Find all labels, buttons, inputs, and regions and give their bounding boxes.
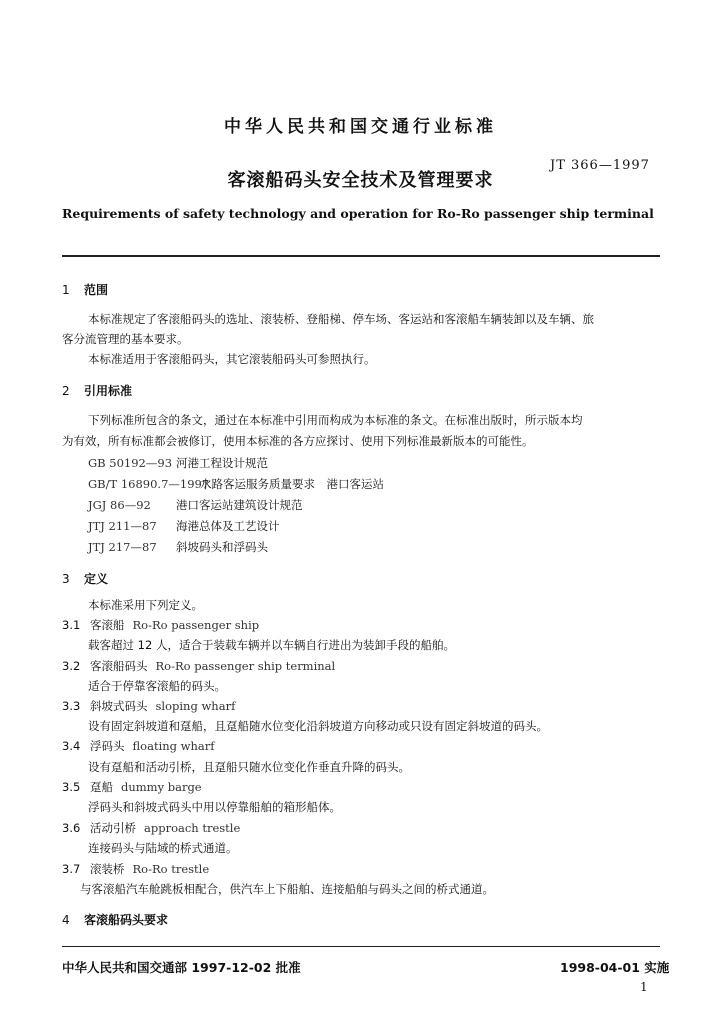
definition-number: 3.1	[62, 618, 81, 632]
section-title: 引用标准	[84, 384, 133, 398]
reference-item	[88, 518, 280, 534]
definition-term-english: floating wharf	[132, 739, 215, 753]
definition-body: 适合于停靠客滚船的码头。	[88, 679, 226, 693]
definition-body: 与客滚船汽车舱跳板相配合，供汽车上下船舶、连接船舶与码头之间的桥式通道。	[80, 882, 494, 896]
reference-item	[88, 539, 268, 555]
definition-heading	[62, 779, 202, 795]
section-number: 2	[62, 384, 70, 398]
definition-term-english: sloping wharf	[155, 699, 236, 713]
reference-code: JTJ 217—87	[88, 540, 157, 554]
section-title: 范围	[84, 283, 109, 297]
definition-term-english: Ro-Ro trestle	[132, 862, 210, 876]
definition-number: 3.3	[62, 699, 81, 713]
reference-name: 河港工程设计规范	[176, 456, 268, 470]
reference-item	[88, 455, 268, 471]
reference-code: GB/T 16890.7—1997	[88, 477, 210, 491]
definition-term: 斜坡式码头	[90, 699, 148, 713]
definition-body: 设有趸船和活动引桥，且趸船只随水位变化作垂直升降的码头。	[88, 760, 410, 774]
reference-item	[88, 476, 384, 492]
definition-heading	[62, 861, 209, 877]
reference-name: 水路客运服务质量要求 港口客运站	[200, 477, 384, 491]
issuing-organization: 中华人民共和国交通行业标准	[224, 117, 497, 137]
reference-code: JTJ 211—87	[88, 519, 157, 533]
document-title-english: Requirements of safety technology and operation for Ro-Ro passenger ship terminal	[62, 206, 654, 221]
definition-heading	[62, 658, 335, 674]
reference-name: 港口客运站建筑设计规范	[176, 498, 303, 512]
definition-number: 3.7	[62, 862, 81, 876]
section-heading	[62, 281, 108, 298]
section-number: 3	[62, 572, 70, 586]
header-divider	[62, 255, 660, 257]
definition-term-english: dummy barge	[121, 780, 202, 794]
paragraph-line: 下列标准所包含的条文，通过在本标准中引用而构成为本标准的条文。在标准出版时，所示版本均	[88, 413, 583, 427]
reference-name: 海港总体及工艺设计	[176, 519, 280, 533]
definition-body: 浮码头和斜坡式码头中用以停靠船舶的箱形船体。	[88, 800, 341, 814]
paragraph-line: 本标准适用于客滚船码头，其它滚装船码头可参照执行。	[88, 352, 376, 366]
definition-number: 3.2	[62, 659, 81, 673]
definition-term: 客滚船	[90, 618, 125, 632]
definition-term: 滚装桥	[90, 862, 125, 876]
definition-number: 3.4	[62, 739, 81, 753]
definition-heading	[62, 738, 215, 754]
reference-code: GB 50192—93	[88, 456, 173, 470]
section-heading	[62, 382, 132, 399]
paragraph-line: 本标准规定了客滚船码头的选址、滚装桥、登船梯、停车场、客运站和客滚船车辆装卸以及车辆、旅	[88, 312, 594, 326]
approval-note: 中华人民共和国交通部 1997-12-02 批准	[62, 960, 301, 975]
section-title: 定义	[84, 572, 109, 586]
definition-term: 趸船	[90, 780, 113, 794]
definition-term: 浮码头	[90, 739, 125, 753]
reference-item	[88, 497, 303, 513]
page-number: 1	[640, 980, 648, 994]
paragraph-line: 为有效，所有标准都会被修订，使用本标准的各方应探讨、使用下列标准最新版本的可能性。	[62, 434, 534, 448]
section-number: 4	[62, 913, 70, 927]
implementation-date: 1998-04-01 实施	[560, 960, 670, 975]
standard-code: JT 366—1997	[550, 158, 650, 173]
definition-term: 活动引桥	[90, 821, 136, 835]
footer-divider	[62, 946, 660, 947]
definition-number: 3.5	[62, 780, 81, 794]
section-heading	[62, 570, 108, 587]
document-title: 客滚船码头安全技术及管理要求	[227, 170, 494, 191]
section-number: 1	[62, 283, 70, 297]
paragraph-line: 本标准采用下列定义。	[88, 598, 203, 612]
definition-heading	[62, 820, 240, 836]
definition-heading	[62, 698, 235, 714]
definition-number: 3.6	[62, 821, 81, 835]
paragraph-line: 客分流管理的基本要求。	[62, 332, 189, 346]
definition-heading	[62, 617, 259, 633]
definition-term-english: approach trestle	[144, 821, 241, 835]
definition-term-english: Ro-Ro passenger ship	[132, 618, 260, 632]
definition-body: 连接码头与陆域的桥式通道。	[88, 841, 238, 855]
reference-name: 斜坡码头和浮码头	[176, 540, 268, 554]
definition-body: 设有固定斜坡道和趸船，且趸船随水位变化沿斜坡道方向移动或只设有固定斜坡道的码头。	[88, 719, 548, 733]
definition-term: 客滚船码头	[90, 659, 148, 673]
reference-code: JGJ 86—92	[88, 498, 151, 512]
section-title: 客滚船码头要求	[84, 913, 169, 927]
definition-body: 载客超过 12 人，适合于装载车辆并以车辆自行进出为装卸手段的船舶。	[88, 638, 455, 652]
section-heading	[62, 911, 168, 928]
definition-term-english: Ro-Ro passenger ship terminal	[155, 659, 336, 673]
